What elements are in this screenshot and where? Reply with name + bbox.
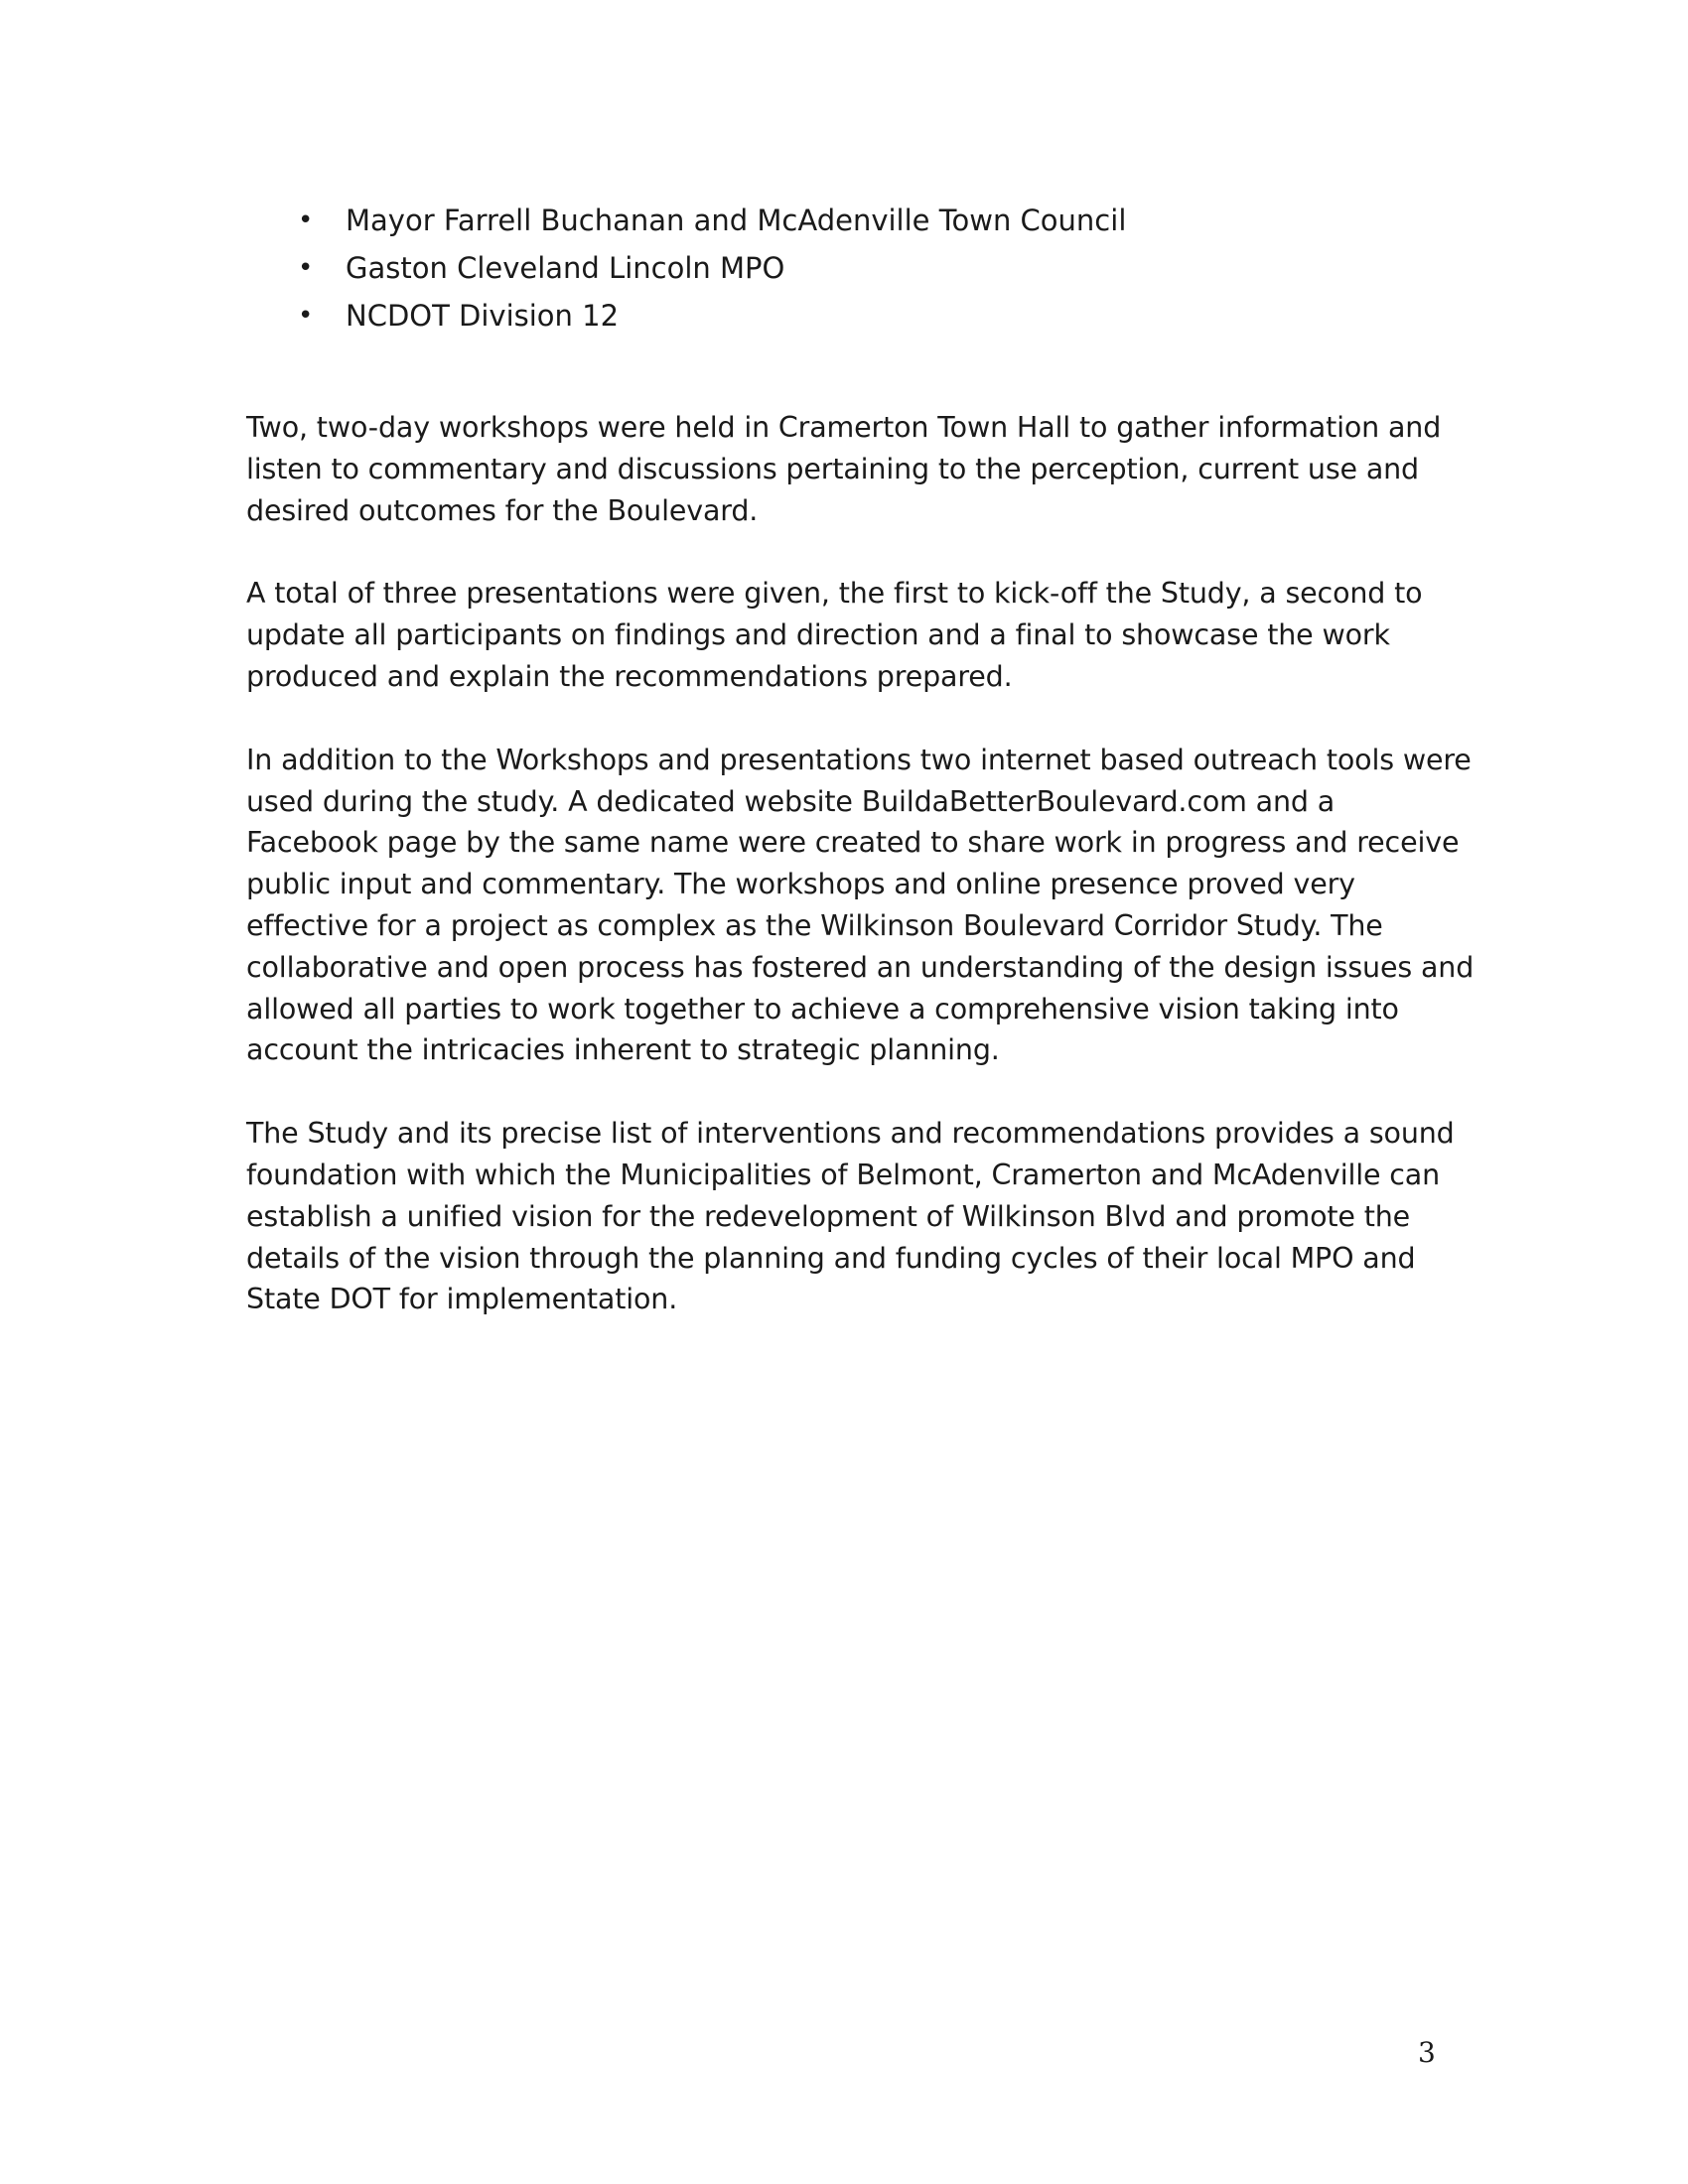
text-line: public input and commentary. The workshops and online presence proved very xyxy=(246,868,1355,901)
text-line: In addition to the Workshops and presentations two internet based outreach tools were xyxy=(246,743,1472,776)
bullet-item xyxy=(246,197,1438,244)
text-line: effective for a project as complex as the Wilkinson Boulevard Corridor Study. The xyxy=(246,908,1383,942)
text-line: foundation with which the Municipalities of Belmont, Cramerton and McAdenville can xyxy=(246,1158,1441,1191)
text-line: Facebook page by the same name were created to share work in progress and receive xyxy=(246,826,1460,860)
text-line: The Study and its precise list of interventions and recommendations provides a sound xyxy=(246,1117,1455,1151)
text-line: A total of three presentations were given, the first to kick-off the Study, a second to xyxy=(246,577,1423,611)
text-line: listen to commentary and discussions pertaining to the perception, current use and xyxy=(246,452,1419,485)
bullet-item xyxy=(246,292,1438,340)
page-number: 3 xyxy=(1418,2036,1436,2069)
text-line: account the intricacies inherent to strategic planning. xyxy=(246,1033,1000,1067)
text-line: allowed all parties to work together to achieve a comprehensive vision taking into xyxy=(246,992,1399,1025)
text-line: produced and explain the recommendations prepared. xyxy=(246,659,1013,693)
outreach-paragraph xyxy=(246,740,1475,1071)
text-line: used during the study. A dedicated website BuildaBetterBoulevard.com and a xyxy=(246,784,1336,818)
workshops-paragraph xyxy=(246,407,1458,531)
text-line: update all participants on findings and direction and a final to showcase the work xyxy=(246,618,1390,652)
text-line: desired outcomes for the Boulevard. xyxy=(246,493,759,527)
text-line: establish a unified vision for the redevelopment of Wilkinson Blvd and promote the xyxy=(246,1199,1411,1233)
stakeholder-bullet-list xyxy=(246,197,1438,340)
text-line: Two, two-day workshops were held in Cramerton Town Hall to gather information and xyxy=(246,411,1442,444)
bullet-dot-icon: • xyxy=(298,253,314,283)
bullet-text: Gaston Cleveland Lincoln MPO xyxy=(346,251,785,285)
bullet-text: Mayor Farrell Buchanan and McAdenville Town Council xyxy=(346,204,1127,237)
text-line: collaborative and open process has fostered an understanding of the design issues and xyxy=(246,950,1475,984)
text-line: details of the vision through the planning and funding cycles of their local MPO and xyxy=(246,1241,1416,1275)
text-line: State DOT for implementation. xyxy=(246,1283,678,1316)
conclusion-paragraph xyxy=(246,1113,1458,1320)
bullet-item xyxy=(246,244,1438,292)
body-text xyxy=(246,407,1475,1362)
bullet-dot-icon: • xyxy=(298,301,314,331)
presentations-paragraph xyxy=(246,573,1458,697)
bullet-text: NCDOT Division 12 xyxy=(346,299,620,333)
bullet-dot-icon: • xyxy=(298,205,314,235)
